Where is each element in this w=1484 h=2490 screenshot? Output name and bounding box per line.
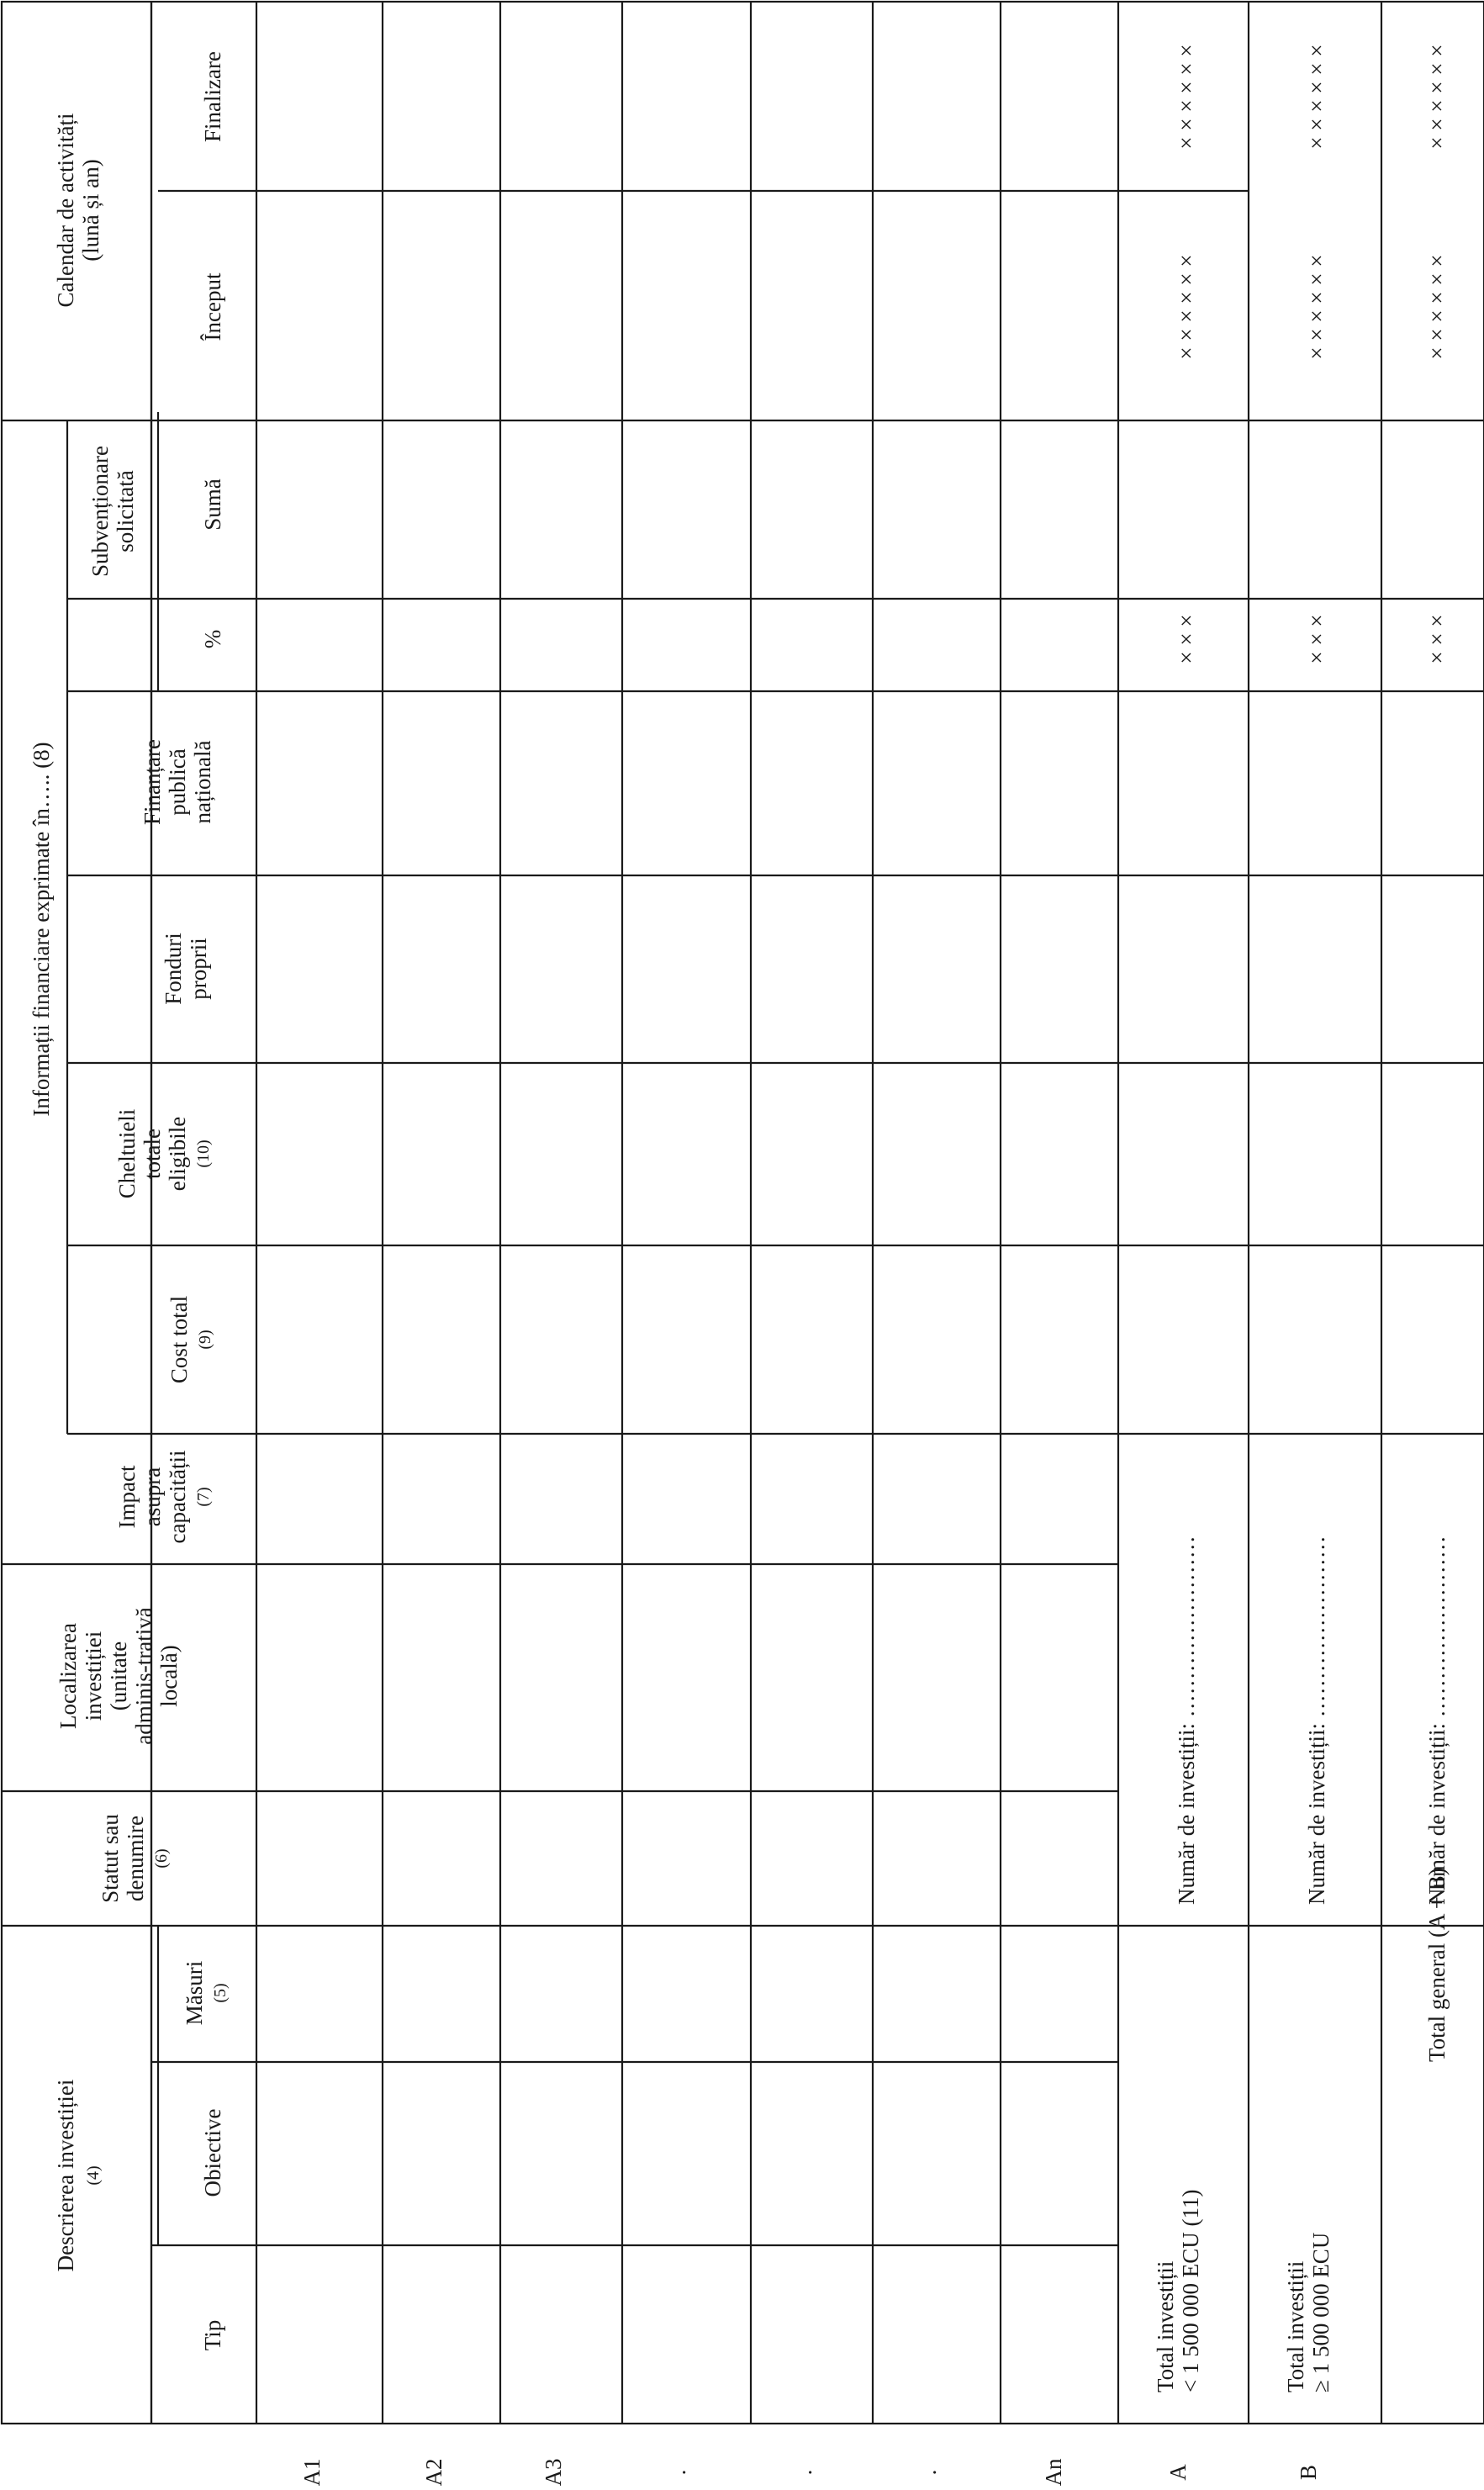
cost-total-header: Cost total (166, 1295, 192, 1384)
calendar-title-line1: Calendar de activități (53, 113, 78, 308)
row-labels (299, 2458, 1321, 2486)
total-b-percent-mark: × × × (1304, 614, 1329, 664)
total-a-percent-mark: × × × (1174, 614, 1199, 664)
localizare-header-line1: Localizarea (55, 1623, 81, 1729)
row-label-a3: A3 (541, 2458, 566, 2486)
row-label-dot-2: . (791, 2469, 816, 2476)
total-b-label-line2: ≥ 1 500 000 ECU (1308, 2232, 1333, 2392)
total-b-end-mark: × × × × × × (1304, 44, 1329, 150)
total-general-end-mark: × × × × × × (1424, 44, 1450, 150)
subventionare-percent-header: % (200, 629, 225, 649)
finantare-header-line3: națională (190, 740, 215, 824)
total-general-percent-mark: × × × (1424, 614, 1450, 664)
subventionare-suma-header: Sumă (200, 478, 225, 531)
impact-header-line1: Impact (114, 1465, 140, 1529)
localizare-header-line5: locală) (156, 1645, 182, 1707)
total-b-start-mark: × × × × × × (1304, 254, 1329, 360)
total-general-count: Număr de investiții: …………………… (1424, 1536, 1450, 1905)
calendar-end-header: Finalizare (200, 51, 225, 142)
masuri-header: Măsuri (182, 1960, 207, 2026)
total-row-general (1424, 44, 1450, 2062)
cost-total-note: (9) (196, 1330, 214, 1350)
total-a-start-mark: × × × × × × (1174, 254, 1199, 360)
localizare-header-line4: adminis-trativă (131, 1607, 156, 1745)
total-a-count: Număr de investiții: …………………… (1174, 1536, 1199, 1905)
fonduri-header-line1: Fonduri (161, 933, 186, 1005)
tip-header: Tip (200, 2319, 225, 2351)
descriere-header-note: (4) (84, 2165, 103, 2186)
row-label-dot-1: . (665, 2469, 690, 2476)
total-row-a (1153, 44, 1203, 2392)
calendar-title-line2: (lună și an) (78, 159, 103, 262)
total-b-count: Număr de investiții: …………………… (1304, 1536, 1329, 1905)
header-impact (114, 1451, 213, 1544)
localizare-header-line3: (unitate (106, 1641, 131, 1711)
finantare-header-line1: Finanțare (140, 739, 165, 825)
localizare-header-line2: investiției (81, 1631, 106, 1721)
row-label-an: An (1041, 2458, 1066, 2486)
table-grid (2, 2, 1484, 2424)
header-financial (29, 739, 215, 1383)
row-label-b: B (1296, 2464, 1321, 2481)
cheltuieli-header-line2: totale (140, 1129, 165, 1179)
row-label-a2: A2 (421, 2458, 446, 2486)
calendar-start-header: Început (200, 272, 225, 341)
total-general-label: Total general (A + B) (1424, 1868, 1450, 2062)
header-calendar (53, 51, 225, 341)
header-statut (98, 1814, 171, 1903)
row-label-dot-3: . (916, 2469, 941, 2476)
cheltuieli-header-line3: eligibile (165, 1116, 190, 1192)
statut-header-note: (6) (152, 1848, 171, 1869)
subventionare-title-line1: Subvenționare (87, 446, 113, 577)
financial-info-title: Informații financiare exprimate în….. (8) (29, 742, 54, 1117)
total-a-label-line1: Total investiții (1153, 2260, 1178, 2392)
row-label-a1: A1 (299, 2458, 325, 2486)
finantare-header-line2: publică (165, 748, 190, 816)
cheltuieli-header-line1: Cheltuieli (114, 1108, 140, 1199)
total-b-label-line1: Total investiții (1283, 2260, 1308, 2392)
fonduri-header-line2: proprii (186, 938, 211, 1000)
header-descriere (53, 1961, 230, 2351)
header-subventionare (87, 446, 225, 648)
impact-header-line3: capacității (165, 1450, 190, 1544)
impact-header-note: (7) (194, 1487, 213, 1507)
row-label-a: A (1165, 2464, 1191, 2481)
total-row-b (1283, 44, 1333, 2392)
subventionare-title-line2: solicitată (113, 470, 138, 552)
descriere-header-title: Descrierea investiției (53, 2079, 78, 2272)
statut-header-line2: denumire (123, 1816, 148, 1901)
statut-header-line1: Statut sau (98, 1814, 123, 1903)
cheltuieli-header-note: (10) (194, 1139, 213, 1168)
total-general-start-mark: × × × × × × (1424, 254, 1450, 360)
header-localizare (55, 1607, 182, 1744)
impact-header-line2: asupra (140, 1467, 165, 1527)
total-a-label-line2: < 1 500 000 ECU (11) (1178, 2189, 1203, 2392)
masuri-header-note: (5) (211, 1983, 230, 2003)
total-a-end-mark: × × × × × × (1174, 44, 1199, 150)
obiective-header: Obiective (200, 2108, 225, 2197)
